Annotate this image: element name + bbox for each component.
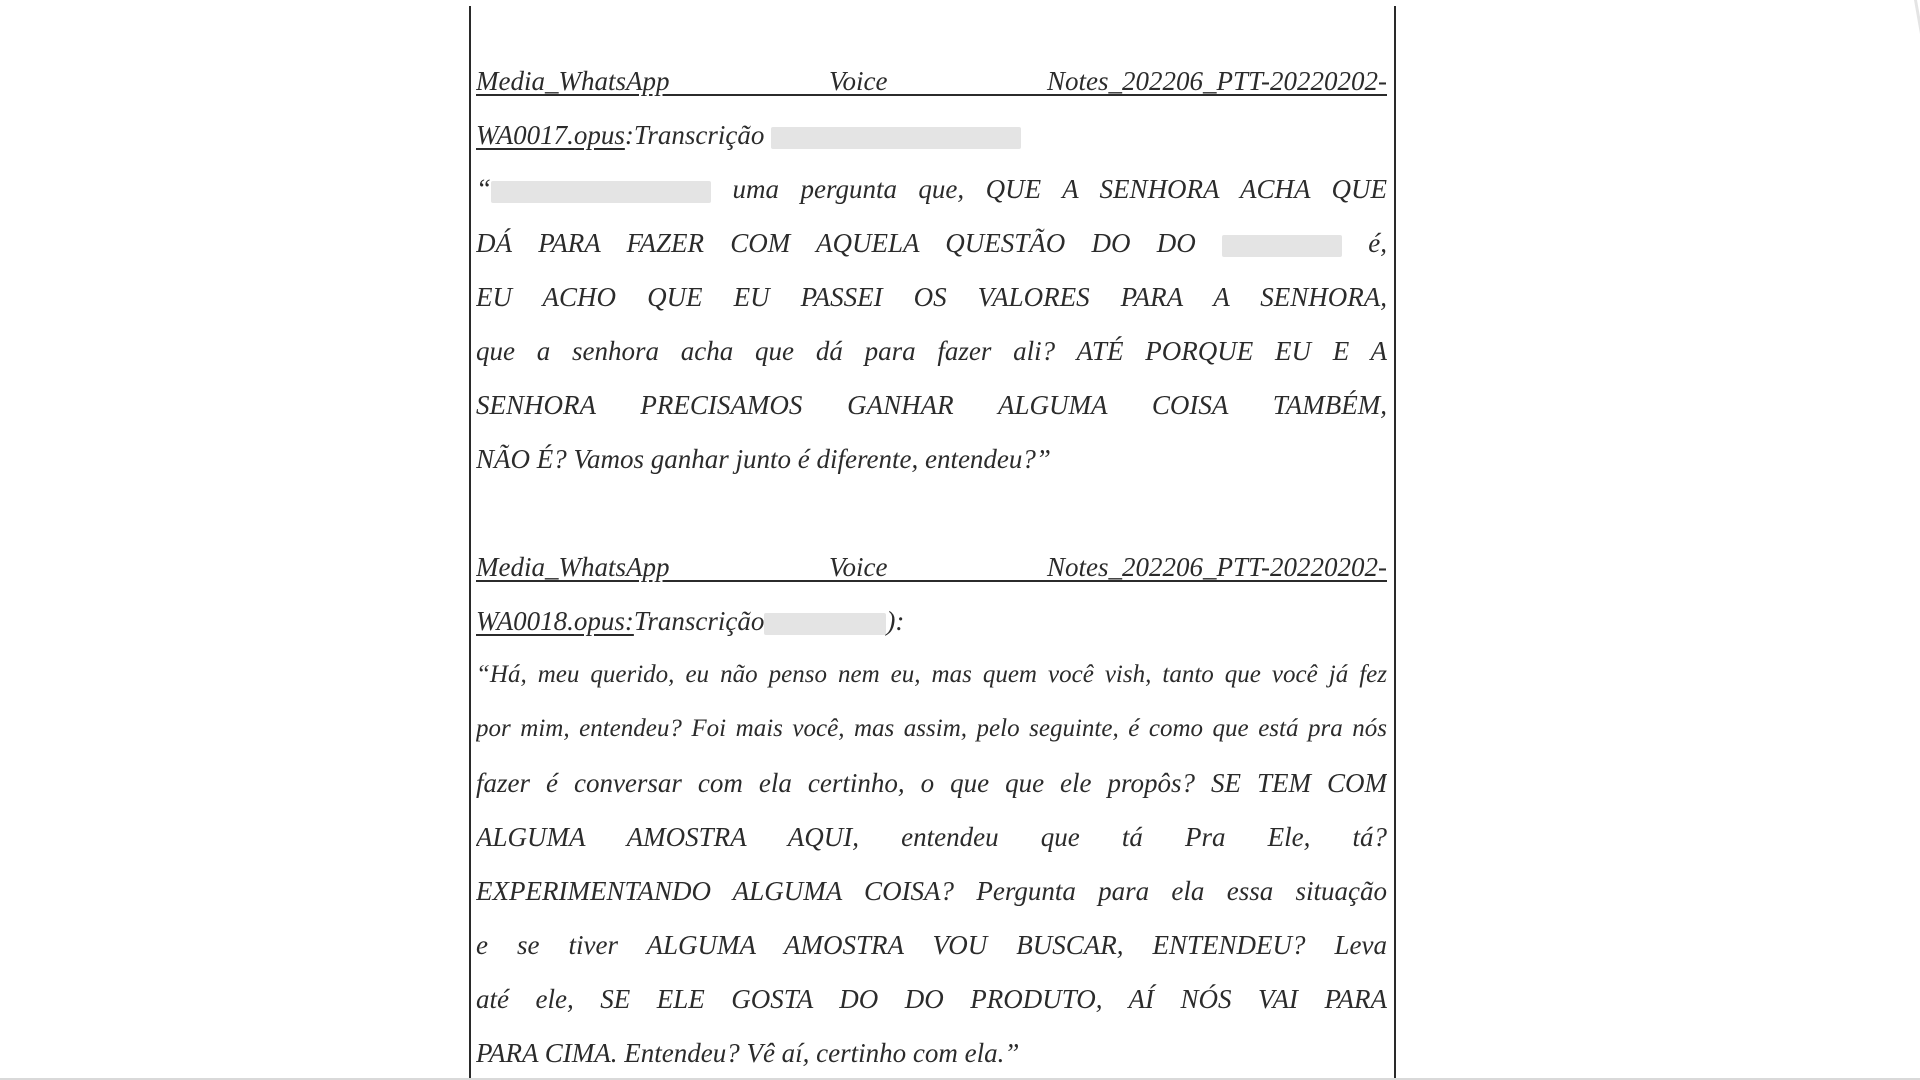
audio-file-header-2-line2 — [476, 594, 1387, 648]
audio-file-name-1: WA0017.opus — [476, 120, 625, 150]
transcript-1-line-6: NÃO É? Vamos ganhar junto é diferente, entendeu?” — [476, 444, 1051, 474]
audio-file-header-1-line2 — [476, 108, 1387, 162]
transcript-2-line-8: PARA CIMA. Entendeu? Vê aí, certinho com ela.” — [476, 1038, 1020, 1068]
transcript-2-line-5: EXPERIMENTANDO ALGUMA COISA? Pergunta para ela essa situação — [476, 876, 1387, 906]
transcription-label-1: :Transcrição — [624, 120, 765, 150]
transcript-2-line-2: por mim, entendeu? Foi mais você, mas assim, pelo seguinte, é como que está pra nós — [476, 715, 1387, 742]
audio-file-header-1-text: Media_WhatsApp Voice Notes_202206_PTT-20220202- — [476, 66, 1387, 96]
transcription-label-2: Transcrição — [633, 606, 765, 636]
audio-file-header-1 — [476, 54, 1387, 108]
paragraph-spacer — [476, 486, 1387, 540]
transcript-1-line-2-start: DÁ PARA FAZER COM AQUELA QUESTÃO DO DO — [476, 228, 1223, 258]
transcript-2-line-3: fazer é conversar com ela certinho, o que que ele propôs? SE TEM COM — [476, 768, 1387, 798]
transcript-1-line-1-text: uma pergunta que, QUE A SENHORA ACHA QUE — [711, 174, 1387, 204]
transcription-label-2-end: ): — [886, 606, 905, 636]
transcript-1-line-3: EU ACHO QUE EU PASSEI OS VALORES PARA A SENHORA, — [476, 282, 1387, 312]
transcript-1-line-2-end: é, — [1342, 228, 1387, 258]
audio-file-name-2: WA0018.opus: — [476, 606, 634, 636]
transcript-1-line-5: SENHORA PRECISAMOS GANHAR ALGUMA COISA TAMBÉM, — [476, 390, 1387, 420]
redaction-box — [1222, 235, 1342, 257]
transcript-content — [476, 54, 1387, 1080]
transcript-2-line-6: e se tiver ALGUMA AMOSTRA VOU BUSCAR, ENTENDEU? Leva — [476, 930, 1387, 960]
redaction-box — [771, 127, 1021, 149]
transcript-2-line-4: ALGUMA AMOSTRA AQUI, entendeu que tá Pra Ele, tá? — [476, 822, 1387, 852]
transcript-2-line-1: “Há, meu querido, eu não penso nem eu, mas quem você vish, tanto que você já fez — [476, 661, 1387, 688]
redaction-box — [764, 613, 886, 635]
transcript-2-line-7: até ele, SE ELE GOSTA DO DO PRODUTO, AÍ NÓS VAI PARA — [476, 984, 1387, 1014]
audio-file-header-2 — [476, 540, 1387, 594]
redaction-box — [491, 181, 711, 203]
audio-file-header-2-text: Media_WhatsApp Voice Notes_202206_PTT-20220202- — [476, 552, 1387, 582]
transcript-1-line-1 — [476, 162, 1387, 216]
document-page — [469, 6, 1396, 1080]
transcript-1-line-2 — [476, 216, 1387, 270]
quote-open: “ — [476, 174, 492, 204]
corner-artifact — [1900, 0, 1920, 34]
transcript-1-line-4: que a senhora acha que dá para fazer ali? ATÉ PORQUE EU E A — [476, 336, 1387, 366]
